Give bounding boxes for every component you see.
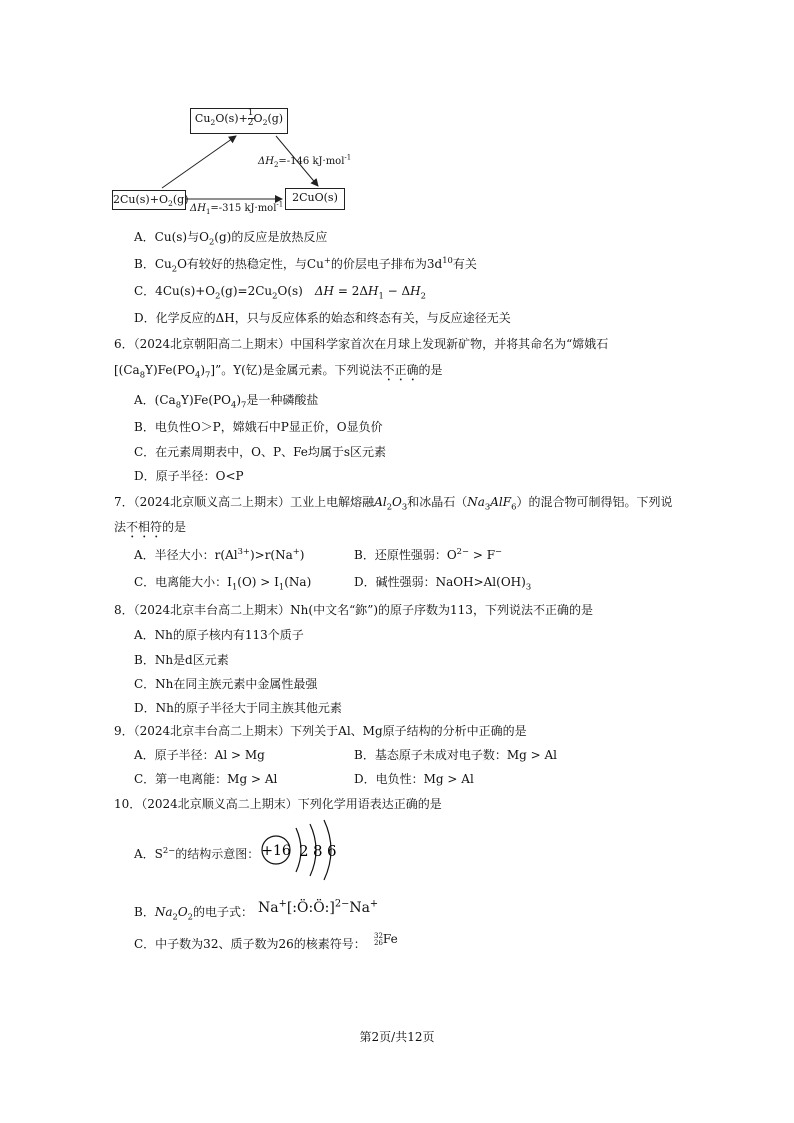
shell-1-electrons: 2 — [299, 842, 309, 860]
q6-option-c: C．在元素周期表中，O、P、Fe均属于s区元素 — [134, 445, 387, 459]
na2o2-electron-formula: Na+[:Ö:Ö:]$^{2-}$Na+ — [258, 898, 379, 916]
q7-stem-line2: 法不相符的是 — [114, 520, 187, 534]
box-cu2o — [190, 108, 288, 134]
q9-option-c: C．第一电离能：Mg > Al — [134, 772, 278, 786]
q5-option-a: A．Cu(s)与$O_2(g)$的反应是放热反应 — [134, 230, 328, 247]
box-2cu-label: $2Cu(s)+O_2(g)$ — [113, 193, 189, 209]
q10-option-b: B．$Na_2O_2$的电子式： — [134, 905, 254, 922]
q10-option-a: A．$S^{2-}$的结构示意图： — [134, 845, 260, 861]
q8-option-d: D．Nh的原子半径大于同主族其他元素 — [134, 701, 342, 715]
box-2cuo — [285, 188, 345, 210]
box-2cuo-label: 2CuO(s) — [292, 191, 338, 204]
q5-option-b: B．$Cu_2O$有较好的热稳定性，与Cu+的价层电子排布为$3d^{10}$有关 — [134, 255, 477, 274]
q7-option-a: A．半径大小：$r(Al^{3+})>r(Na^+)$ — [134, 546, 305, 562]
q7-option-c: C．电离能大小：$I_1(O) > I_1(Na)$ — [134, 575, 312, 592]
box-2cu — [112, 190, 189, 210]
q5-option-d: D．化学反应的ΔH，只与反应体系的始态和终态有关，与反应途径无关 — [134, 311, 511, 325]
shell-2-electrons: 8 — [313, 842, 323, 860]
q9-option-b: B．基态原子未成对电子数：Mg > Al — [354, 748, 557, 762]
dh2-label: $\Delta H_2=-146$ kJ·mol$^{-1}$ — [258, 153, 352, 169]
q8-stem: 8．（2024北京丰台高二上期末）Nh(中文名“鉨”)的原子序数为113，下列说法不正确的是 — [114, 603, 593, 617]
q6-option-b: B．电负性O＞P，嫦娥石中P显正价，O显负价 — [134, 420, 383, 434]
box-cu2o-label: $Cu_2O(s)+$ $\frac{1}{2}$ $O_2(g)$ — [194, 108, 284, 128]
q6-stem-line2: $[(Ca_8Y)Fe(PO_4)_7]$”。Y(钇)是金属元素。下列说法不正确的是 — [114, 363, 443, 380]
q9-option-a: A．原子半径：Al > Mg — [134, 748, 265, 762]
q8-option-c: C．Nh在同主族元素中金属性最强 — [134, 677, 318, 691]
q9-option-d: D．电负性：Mg > Al — [354, 772, 474, 786]
q7-option-b: B．还原性强弱：$O^{2-} > F^-$ — [354, 546, 503, 562]
q5-option-c: C．$4Cu(s)+O_2(g)=2Cu_2O(s)$ $\Delta H = 2\Delta H_1 - \Delta H_2$ — [134, 284, 426, 301]
s2-structure-diagram — [258, 812, 358, 892]
page-footer: 第2页/共12页 — [359, 1030, 435, 1044]
q6-option-a: A．$(Ca_8Y)Fe(PO_4)_7$是一种磷酸盐 — [134, 393, 319, 410]
nuclide-symbol: 32 26 Fe — [374, 931, 398, 947]
dh1-label: $\Delta H_1=-315$ kJ·mol$^{-1}$ — [190, 200, 284, 216]
q8-option-b: B．Nh是d区元素 — [134, 653, 229, 667]
nucleus-charge: +16 — [261, 843, 291, 859]
q10-option-c: C．中子数为32、质子数为26的核素符号： — [134, 937, 366, 951]
q6-option-d: D．原子半径：O<P — [134, 469, 244, 483]
q10-stem: 10．（2024北京顺义高二上期末）下列化学用语表达正确的是 — [114, 797, 442, 811]
q7-stem-line1: 7．（2024北京顺义高二上期末）工业上电解熔融$Al_2O_3$和冰晶石$(Na_3AlF_6)$的混合物可制得铝。下列说 — [114, 495, 673, 512]
arrow-up — [162, 136, 236, 188]
shell-3-electrons: 6 — [327, 842, 337, 860]
q7-option-d: D．碱性强弱：$NaOH>Al(OH)_3$ — [354, 575, 532, 592]
q9-stem: 9．（2024北京丰台高二上期末）下列关于Al、Mg原子结构的分析中正确的是 — [114, 724, 527, 738]
q6-stem-line1: 6．（2024北京朝阳高二上期末）中国科学家首次在月球上发现新矿物，并将其命名为“嫦娥石 — [114, 337, 609, 351]
q8-option-a: A．Nh的原子核内有113个质子 — [134, 628, 304, 642]
